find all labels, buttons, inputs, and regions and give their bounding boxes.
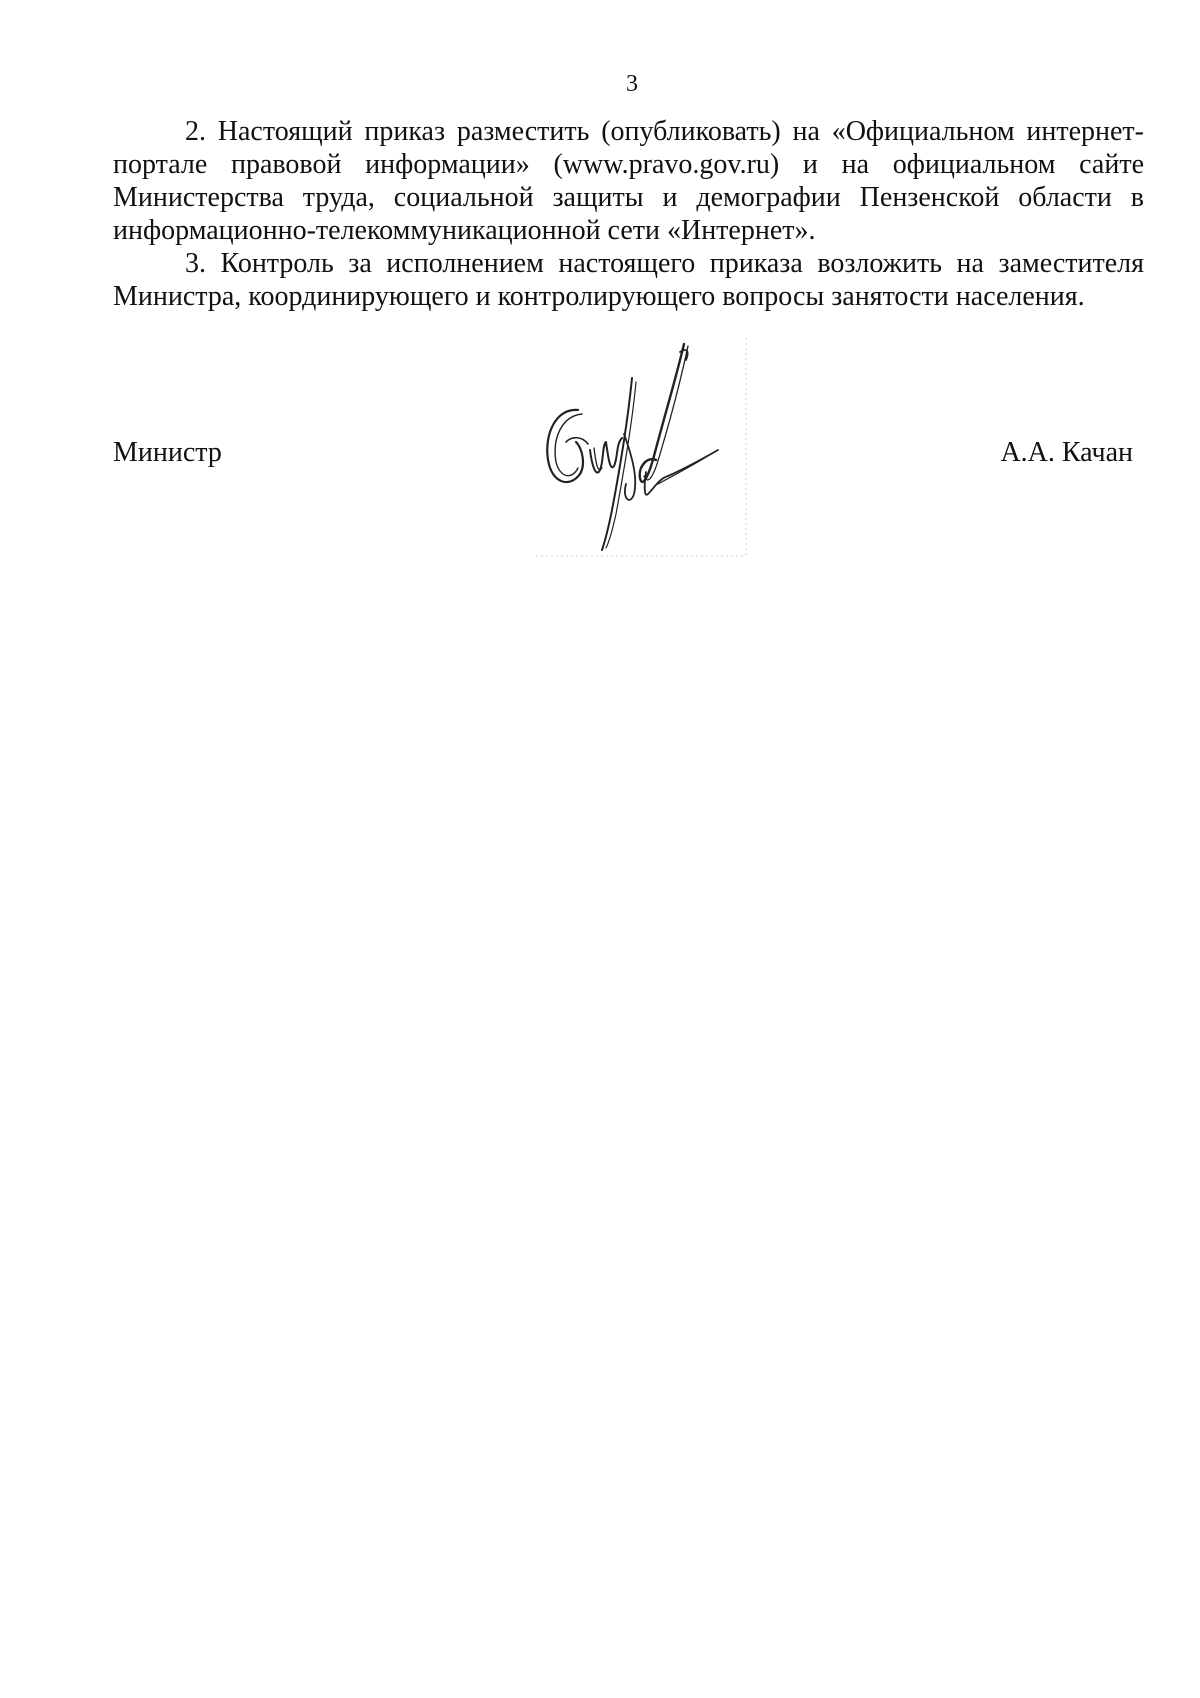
page-number: 3 <box>626 71 638 97</box>
handwritten-signature <box>536 338 756 560</box>
paragraph-publication: 2. Настоящий приказ разместить (опубликовать) на «Официальном интернет-портале правовой информации» (www.pravo.gov.ru) и на официальном сайте Министерства труда, социальной защиты и демографии Пензенской области в информационно-телекоммуникационной сети «Интернет». <box>113 116 1144 246</box>
paragraph-control: 3. Контроль за исполнением настоящего приказа возложить на заместителя Министра, координирующего и контролирующего вопросы занятости населения. <box>113 248 1144 312</box>
signatory-position: Министр <box>113 437 222 468</box>
document-body <box>113 115 1144 313</box>
signatory-name: А.А. Качан <box>1000 437 1133 468</box>
